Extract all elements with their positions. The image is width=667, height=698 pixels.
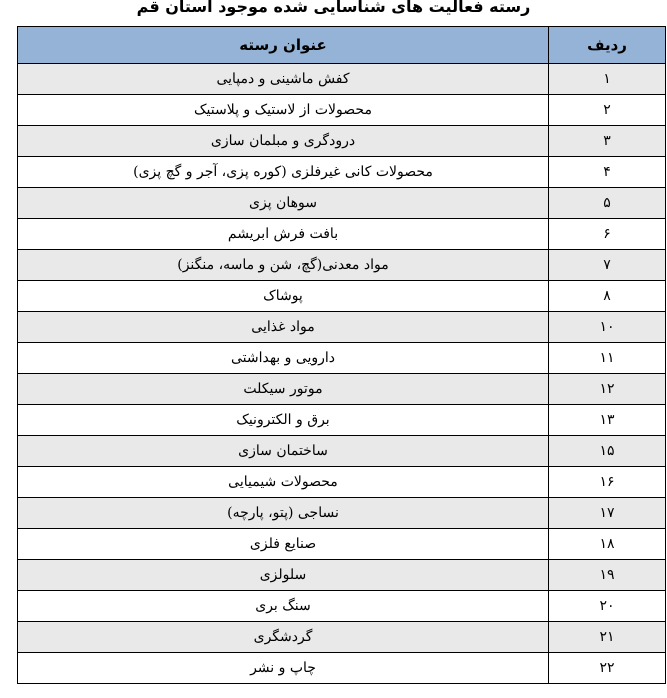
table-row (18, 64, 666, 95)
table-row (18, 653, 666, 684)
row-name: محصولات از لاستیک و پلاستیک (18, 95, 549, 126)
row-index: ۲۱ (549, 622, 666, 653)
row-name: سوهان پزی (18, 188, 549, 219)
row-index: ۱ (549, 64, 666, 95)
row-index: ۳ (549, 126, 666, 157)
row-index: ۱۸ (549, 529, 666, 560)
table-row (18, 250, 666, 281)
row-name: موتور سیکلت (18, 374, 549, 405)
table-row (18, 188, 666, 219)
document-title: رسته فعالیت های شناسایی شده موجود استان قم (136, 0, 531, 16)
table-row (18, 219, 666, 250)
table-row (18, 591, 666, 622)
row-name: چاپ و نشر (18, 653, 549, 684)
table-row (18, 126, 666, 157)
table-row (18, 281, 666, 312)
row-index: ۲۲ (549, 653, 666, 684)
header-name: عنوان رسته (18, 27, 549, 64)
table-row (18, 157, 666, 188)
row-index: ۸ (549, 281, 666, 312)
row-name: درودگری و مبلمان سازی (18, 126, 549, 157)
row-index: ۱۹ (549, 560, 666, 591)
row-name: مواد غذایی (18, 312, 549, 343)
row-index: ۱۳ (549, 405, 666, 436)
header-index: ردیف (549, 27, 666, 64)
table-row (18, 498, 666, 529)
row-index: ۱۶ (549, 467, 666, 498)
row-index: ۱۰ (549, 312, 666, 343)
row-name: نساجی (پتو، پارچه) (18, 498, 549, 529)
row-index: ۱۷ (549, 498, 666, 529)
row-name: سنگ بری (18, 591, 549, 622)
table-row (18, 622, 666, 653)
row-name: کفش ماشینی و دمپایی (18, 64, 549, 95)
row-name: ساختمان سازی (18, 436, 549, 467)
table-row (18, 436, 666, 467)
activities-table (17, 26, 666, 684)
row-name: محصولات شیمیایی (18, 467, 549, 498)
table-row (18, 560, 666, 591)
row-name: بافت فرش ابریشم (18, 219, 549, 250)
row-name: سلولزی (18, 560, 549, 591)
table-row (18, 312, 666, 343)
row-index: ۵ (549, 188, 666, 219)
row-index: ۲ (549, 95, 666, 126)
row-index: ۲۰ (549, 591, 666, 622)
row-index: ۷ (549, 250, 666, 281)
table-row (18, 95, 666, 126)
row-name: گردشگری (18, 622, 549, 653)
row-index: ۱۲ (549, 374, 666, 405)
table-row (18, 529, 666, 560)
row-index: ۶ (549, 219, 666, 250)
table-row (18, 343, 666, 374)
row-index: ۴ (549, 157, 666, 188)
table-header-row (18, 27, 666, 64)
row-name: محصولات کانی غیرفلزی (کوره پزی، آجر و گچ پزی) (18, 157, 549, 188)
table-row (18, 374, 666, 405)
table-row (18, 405, 666, 436)
row-name: پوشاک (18, 281, 549, 312)
row-name: صنایع فلزی (18, 529, 549, 560)
row-name: مواد معدنی(گچ، شن و ماسه، منگنز) (18, 250, 549, 281)
table-row (18, 467, 666, 498)
row-index: ۱۱ (549, 343, 666, 374)
row-name: برق و الکترونیک (18, 405, 549, 436)
row-index: ۱۵ (549, 436, 666, 467)
row-name: دارویی و بهداشتی (18, 343, 549, 374)
